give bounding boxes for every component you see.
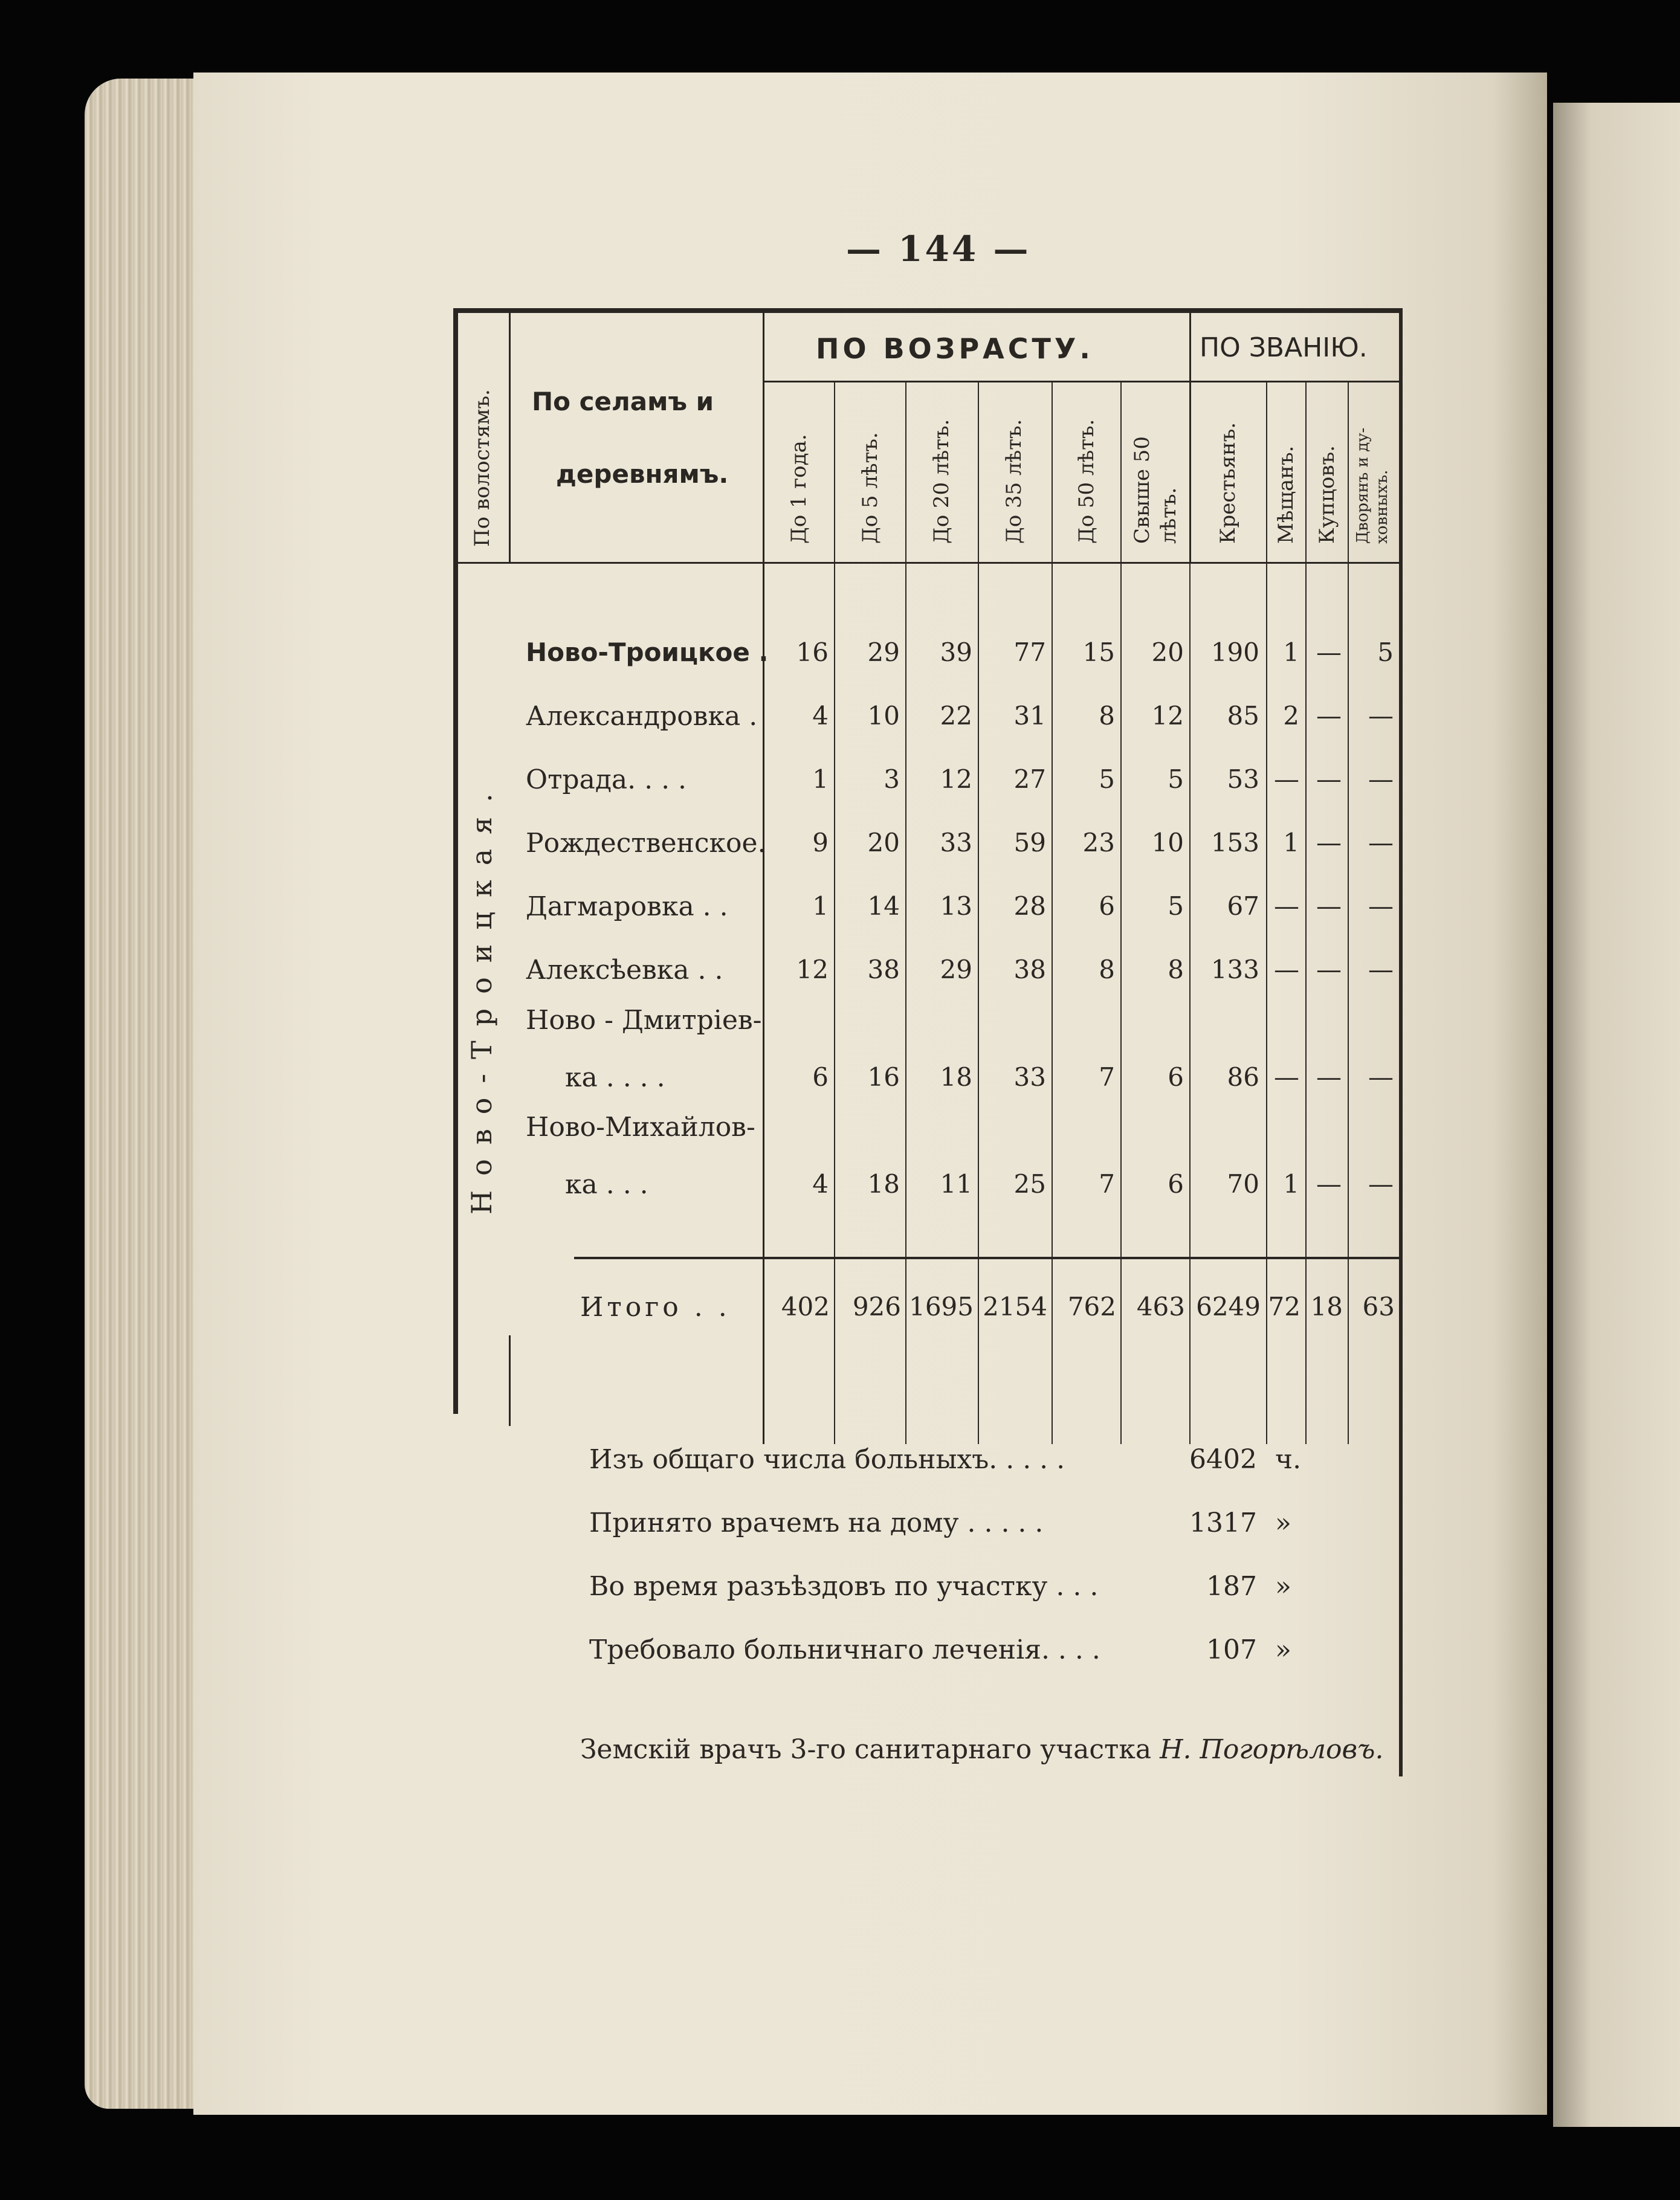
table-cell: 4 <box>812 1169 829 1199</box>
table-cell: 7 <box>1099 1169 1115 1199</box>
table-cell: 5 <box>1377 637 1394 667</box>
table-cell: 39 <box>940 637 972 667</box>
total-cell: 72 <box>1268 1292 1300 1321</box>
summary-unit: » <box>1275 1571 1291 1602</box>
table-cell: 1 <box>812 891 829 921</box>
age-col-under-50: До 50 лѣтъ. <box>1074 419 1099 544</box>
adjacent-page <box>1553 103 1680 2127</box>
total-cell: 18 <box>1310 1292 1343 1321</box>
table-cell: 16 <box>867 1062 900 1092</box>
table-cell: — <box>1316 701 1342 731</box>
table-cell: 14 <box>867 891 900 921</box>
table-cell: — <box>1316 1169 1342 1199</box>
village-name-line1: Ново - Дмитріев- <box>526 1005 762 1036</box>
table-cell: 6 <box>1168 1062 1184 1092</box>
table-cell: 133 <box>1210 955 1259 984</box>
table-cell: 25 <box>1013 1169 1046 1199</box>
table-cell: 6 <box>1099 891 1115 921</box>
age-col-under-5: До 5 лѣтъ. <box>858 432 882 544</box>
table-cell: — <box>1316 637 1342 667</box>
table-cell: 11 <box>940 1169 972 1199</box>
table-cell: — <box>1274 764 1299 794</box>
table-cell: 1 <box>1283 637 1299 667</box>
table-cell: 8 <box>1168 955 1184 984</box>
table-cell: 1 <box>812 764 829 794</box>
table-cell: — <box>1316 828 1342 857</box>
table-cell: 38 <box>1013 955 1046 984</box>
table-cell: — <box>1316 891 1342 921</box>
table-cell: 16 <box>796 637 829 667</box>
table-cell: 70 <box>1227 1169 1259 1199</box>
table-cell: 5 <box>1168 764 1184 794</box>
age-col-over-50-line1: Свыше 50 <box>1130 436 1154 544</box>
summary-value: 6402 <box>1189 1444 1257 1475</box>
table-cell: — <box>1368 828 1394 857</box>
table-cell: 5 <box>1168 891 1184 921</box>
village-name: Ново-Троицкое . <box>526 637 769 667</box>
table-cell: 2 <box>1283 701 1299 731</box>
summary-label: Изъ общаго числа больныхъ. . . . . <box>589 1444 1065 1475</box>
village-column-header-line2: деревнямъ. <box>556 459 729 489</box>
table-cell: 190 <box>1210 637 1259 667</box>
table-cell: 7 <box>1099 1062 1115 1092</box>
table-cell: 28 <box>1013 891 1046 921</box>
table-cell: 20 <box>1151 637 1184 667</box>
table-cell: 27 <box>1013 764 1046 794</box>
table-cell: — <box>1368 701 1394 731</box>
table-cell: 18 <box>867 1169 900 1199</box>
age-col-over-50-line2: лѣтъ. <box>1157 487 1181 544</box>
table-cell: — <box>1368 1062 1394 1092</box>
total-cell: 762 <box>1067 1292 1116 1321</box>
table-cell: 77 <box>1013 637 1046 667</box>
table-cell: 9 <box>812 828 829 857</box>
table-cell: 6 <box>812 1062 829 1092</box>
total-cell: 463 <box>1136 1292 1185 1321</box>
table-cell: 22 <box>940 701 972 731</box>
summary-label: Во время разъѣздовъ по участку . . . <box>589 1571 1099 1602</box>
table-cell: 18 <box>940 1062 972 1092</box>
table-cell: 5 <box>1099 764 1115 794</box>
volost-column-header: По волостямъ. <box>470 389 494 547</box>
summary-unit: » <box>1275 1634 1291 1665</box>
rank-col-nobles-line2: ховныхъ. <box>1373 469 1391 544</box>
village-name: Рождественское. <box>526 828 766 859</box>
table-cell: 3 <box>884 764 900 794</box>
total-cell: 2154 <box>983 1292 1047 1321</box>
village-name: Алексѣевка . . <box>526 955 723 985</box>
table-cell: 10 <box>867 701 900 731</box>
table-cell: 85 <box>1227 701 1259 731</box>
table-cell: — <box>1368 1169 1394 1199</box>
table-cell: — <box>1368 891 1394 921</box>
table-cell: 53 <box>1227 764 1259 794</box>
summary-label: Принято врачемъ на дому . . . . . <box>589 1508 1044 1538</box>
summary-value: 107 <box>1206 1634 1257 1665</box>
book-page-edges <box>85 79 212 2109</box>
table-cell: — <box>1368 764 1394 794</box>
table-cell: 86 <box>1227 1062 1259 1092</box>
table-cell: — <box>1316 764 1342 794</box>
age-col-under-1: До 1 года. <box>787 434 811 544</box>
village-name: ка . . . <box>565 1169 648 1200</box>
table-cell: — <box>1274 955 1299 984</box>
volost-name: Ново-Троицкая. <box>465 779 498 1215</box>
summary-value: 187 <box>1206 1571 1257 1602</box>
table-cell: 1 <box>1283 828 1299 857</box>
table-cell: 4 <box>812 701 829 731</box>
total-label: Итого . . <box>580 1292 731 1323</box>
village-name: Александровка . <box>526 701 758 732</box>
table-cell: 8 <box>1099 701 1115 731</box>
table-cell: 67 <box>1227 891 1259 921</box>
table-cell: 12 <box>940 764 972 794</box>
page-number: — 144 — <box>846 228 1031 269</box>
summary-unit: » <box>1275 1508 1291 1538</box>
table-cell: 20 <box>867 828 900 857</box>
table-cell: — <box>1316 1062 1342 1092</box>
total-cell: 6249 <box>1196 1292 1261 1321</box>
rank-col-peasants: Крестьянъ. <box>1216 422 1240 544</box>
summary-unit: ч. <box>1275 1444 1302 1475</box>
village-column-header-line1: По селамъ и <box>532 387 714 416</box>
summary-value: 1317 <box>1189 1508 1257 1538</box>
table-cell: 31 <box>1013 701 1046 731</box>
table-cell: 12 <box>796 955 829 984</box>
table-cell: 33 <box>940 828 972 857</box>
total-cell: 1695 <box>909 1292 974 1321</box>
table-cell: 8 <box>1099 955 1115 984</box>
total-cell: 926 <box>852 1292 901 1321</box>
village-name: ка . . . . <box>565 1062 665 1093</box>
table-cell: 153 <box>1210 828 1259 857</box>
table-cell: 12 <box>1151 701 1184 731</box>
signature-line <box>580 1734 1383 1765</box>
table-cell: 6 <box>1168 1169 1184 1199</box>
table-cell: 29 <box>867 637 900 667</box>
table-cell: — <box>1274 1062 1299 1092</box>
table-cell: 23 <box>1082 828 1115 857</box>
village-name-line1: Ново-Михайлов- <box>526 1112 755 1143</box>
rank-col-nobles-line1: Дворянъ и ду- <box>1354 427 1372 544</box>
rank-col-townsmen: Мѣщанъ. <box>1274 445 1298 544</box>
table-cell: 38 <box>867 955 900 984</box>
table-cell: — <box>1274 891 1299 921</box>
table-cell: 13 <box>940 891 972 921</box>
summary-label: Требовало больничнаго леченія. . . . <box>589 1634 1100 1665</box>
rank-col-merchants: Купцовъ. <box>1315 445 1339 544</box>
village-name: Отрада. . . . <box>526 764 687 795</box>
signature-name: Н. Погорѣловъ. <box>1160 1734 1384 1765</box>
table-cell: 59 <box>1013 828 1046 857</box>
table-cell: — <box>1368 955 1394 984</box>
table-cell: 10 <box>1151 828 1184 857</box>
total-cell: 402 <box>781 1292 830 1321</box>
table-cell: — <box>1316 955 1342 984</box>
table-cell: 33 <box>1013 1062 1046 1092</box>
age-group-header: ПО ВОЗРАСТУ. <box>816 332 1094 365</box>
village-name: Дагмаровка . . <box>526 891 728 922</box>
table-cell: 15 <box>1082 637 1115 667</box>
statistics-table <box>453 308 1402 1414</box>
signature-text: Земскій врачъ 3-го санитарнаго участка <box>580 1734 1152 1765</box>
age-col-under-20: До 20 лѣтъ. <box>929 419 954 544</box>
age-col-under-35: До 35 лѣтъ. <box>1002 419 1026 544</box>
rank-group-header: ПО ЗВАНІЮ. <box>1200 332 1368 363</box>
table-cell: 29 <box>940 955 972 984</box>
table-cell: 1 <box>1283 1169 1299 1199</box>
total-cell: 63 <box>1362 1292 1395 1321</box>
